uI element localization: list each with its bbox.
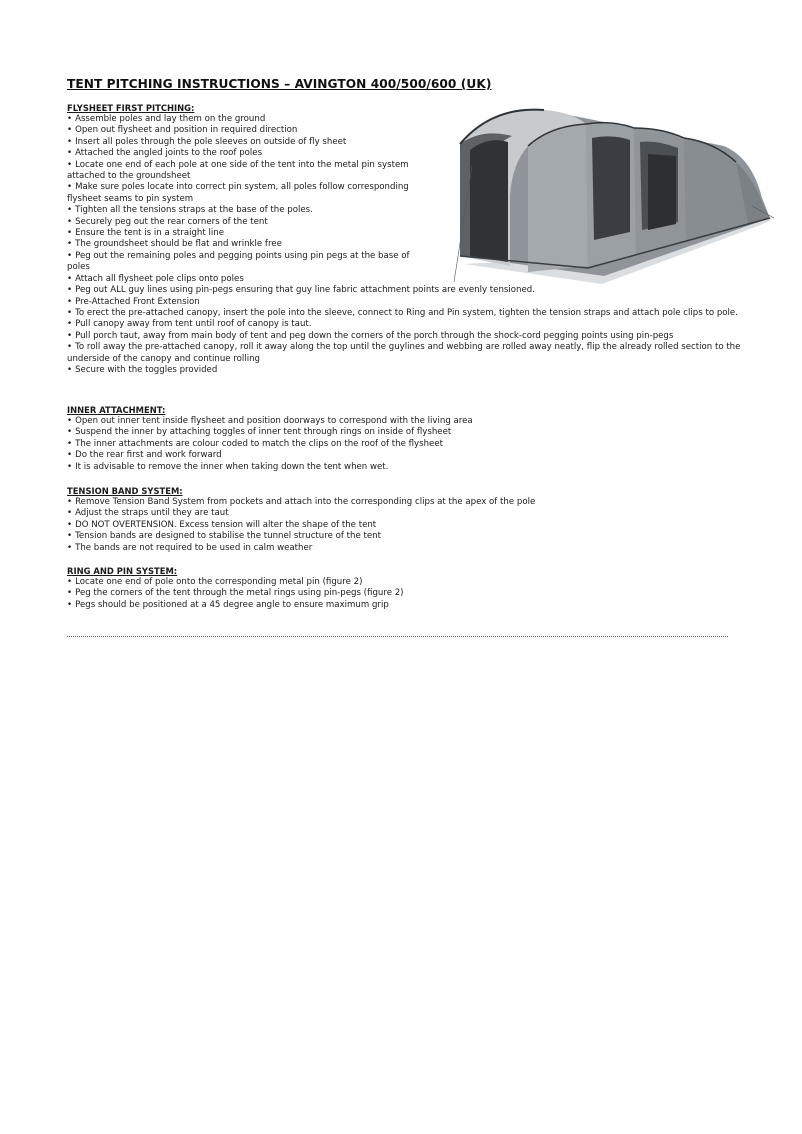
list-item-text: Locate one end of each pole at one side of the tent into the metal pin system attached to the groundsheet: [67, 159, 409, 182]
list-item: [67, 427, 747, 438]
bullet-icon: •: [67, 228, 73, 239]
bullet-icon: •: [67, 148, 73, 159]
bullet-icon: •: [67, 136, 73, 147]
list-item-text: Pull canopy away from tent until roof of canopy is taut.: [75, 319, 312, 330]
bullet-icon: •: [67, 438, 73, 449]
list-item: [67, 182, 435, 205]
list-item: [67, 365, 747, 376]
list-item: [67, 439, 747, 450]
list-item-text: Remove Tension Band System from pockets and attach into the corresponding clips at the apex of the pole: [75, 497, 536, 507]
bullet-icon: •: [67, 296, 73, 307]
section-heading: FLYSHEET FIRST PITCHING:: [67, 103, 195, 113]
list-item: [67, 308, 747, 319]
list-item: [67, 497, 747, 508]
bullet-icon: •: [67, 497, 73, 507]
list-item-text: Pull porch taut, away from main body of tent and peg down the corners of the porch through the shock-cord pegging points using pin-pegs: [75, 330, 674, 341]
list-item-text: Tighten all the tensions straps at the base of the poles.: [75, 205, 313, 216]
bullet-icon: •: [67, 159, 73, 170]
list-item-text: Locate one end of pole onto the corresponding metal pin (figure 2): [75, 577, 363, 587]
bullet-icon: •: [67, 577, 73, 587]
bullet-icon: •: [67, 319, 73, 330]
list-item-text: Attach all flysheet pole clips onto poles: [75, 273, 244, 284]
list-item-text: Do the rear first and work forward: [75, 450, 222, 461]
bullet-icon: •: [67, 542, 73, 553]
list-item-text: The bands are not required to be used in calm weather: [75, 542, 313, 553]
bullet-icon: •: [67, 461, 73, 472]
list-item-text: To roll away the pre-attached canopy, roll it away along the top until the guylines and webbing are rolled away neatly, flip the already rolled section to the underside of the canopy and continue rolling: [67, 342, 741, 364]
list-item-text: It is advisable to remove the inner when taking down the tent when wet.: [75, 461, 389, 472]
list-item: [67, 508, 747, 519]
flysheet-section: [67, 103, 747, 376]
bullet-icon: •: [67, 330, 73, 341]
list-item-text: Adjust the straps until they are taut: [75, 508, 229, 519]
ring-section: [67, 566, 747, 611]
list-item: [67, 160, 435, 183]
inner-section: [67, 405, 747, 473]
tension-section: [67, 486, 747, 554]
bullet-icon: •: [67, 285, 73, 296]
bullet-icon: •: [67, 364, 73, 375]
list-item-text: Open out flysheet and position in required direction: [75, 125, 298, 136]
list-item: [67, 416, 747, 427]
dotted-separator: [67, 636, 728, 637]
bullet-icon: •: [67, 427, 73, 438]
list-item: [67, 137, 435, 148]
bullet-icon: •: [67, 239, 73, 250]
bullet-icon: •: [67, 450, 73, 461]
bullet-icon: •: [67, 216, 73, 227]
list-item-text: Secure with the toggles provided: [75, 364, 218, 375]
list-item-text: Securely peg out the rear corners of the tent: [75, 216, 268, 227]
list-item-text: Peg out ALL guy lines using pin-pegs ensuring that guy line fabric attachment points are evenly tensioned.: [75, 285, 535, 296]
bullet-icon: •: [67, 342, 73, 353]
list-item: [67, 228, 435, 239]
bullet-icon: •: [67, 250, 73, 261]
bullet-icon: •: [67, 205, 73, 216]
section-heading: RING AND PIN SYSTEM:: [67, 566, 178, 576]
list-item: [67, 125, 435, 136]
section-heading: INNER ATTACHMENT:: [67, 405, 166, 415]
bullet-icon: •: [67, 599, 73, 610]
list-item: [67, 342, 747, 365]
list-item-text: Assemble poles and lay them on the ground: [75, 114, 266, 124]
list-item: [67, 217, 435, 228]
list-item-text: Peg out the remaining poles and pegging points using pin pegs at the base of poles: [67, 250, 410, 273]
page-title: TENT PITCHING INSTRUCTIONS – AVINGTON 400/500/600 (UK): [67, 77, 492, 91]
list-item: [67, 577, 747, 588]
list-item: [67, 331, 747, 342]
list-item: [67, 588, 747, 599]
list-item: [67, 462, 747, 473]
list-item-text: The inner attachments are colour coded to match the clips on the roof of the flysheet: [75, 438, 444, 449]
list-item: [67, 251, 435, 274]
list-item: [67, 114, 435, 125]
list-item: [67, 148, 435, 159]
list-item: [67, 297, 747, 308]
list-item: [67, 531, 747, 542]
list-item-text: Insert all poles through the pole sleeves on outside of fly sheet: [75, 136, 347, 147]
list-item-text: Suspend the inner by attaching toggles of inner tent through rings on inside of flysheet: [75, 427, 452, 438]
list-item: [67, 520, 747, 531]
bullet-icon: •: [67, 588, 73, 599]
list-item-text: Make sure poles locate into correct pin system, all poles follow corresponding flysheet seams to pin system: [67, 182, 409, 204]
list-item: [67, 543, 747, 554]
list-item-text: Ensure the tent is in a straight line: [75, 228, 224, 239]
list-item: [67, 319, 747, 330]
bullet-icon: •: [67, 114, 73, 124]
list-item-text: DO NOT OVERTENSION. Excess tension will alter the shape of the tent: [75, 519, 377, 530]
list-item: [67, 239, 435, 250]
list-item-text: Pre-Attached Front Extension: [75, 296, 200, 307]
list-item-text: Tension bands are designed to stabilise the tunnel structure of the tent: [75, 531, 381, 542]
list-item: [67, 450, 747, 461]
list-item-text: Attached the angled joints to the roof poles: [75, 148, 263, 159]
list-item-text: Peg the corners of the tent through the metal rings using pin-pegs (figure 2): [75, 588, 404, 599]
list-item: [67, 600, 747, 611]
list-item-text: Open out inner tent inside flysheet and position doorways to correspond with the living area: [75, 416, 473, 426]
list-item-text: To erect the pre-attached canopy, insert the pole into the sleeve, connect to Ring and Pin system, tighten the tension straps and attach pole clips to pole.: [75, 307, 738, 318]
bullet-icon: •: [67, 519, 73, 530]
list-item: [67, 285, 747, 296]
list-item: [67, 274, 435, 285]
bullet-icon: •: [67, 125, 73, 136]
bullet-icon: •: [67, 416, 73, 426]
bullet-icon: •: [67, 307, 73, 318]
bullet-icon: •: [67, 182, 73, 193]
list-item-text: The groundsheet should be flat and wrinkle free: [75, 239, 282, 250]
bullet-icon: •: [67, 273, 73, 284]
section-heading: TENSION BAND SYSTEM:: [67, 486, 183, 496]
bullet-icon: •: [67, 531, 73, 542]
list-item: [67, 205, 435, 216]
list-item-text: Pegs should be positioned at a 45 degree angle to ensure maximum grip: [75, 599, 389, 610]
bullet-icon: •: [67, 508, 73, 519]
